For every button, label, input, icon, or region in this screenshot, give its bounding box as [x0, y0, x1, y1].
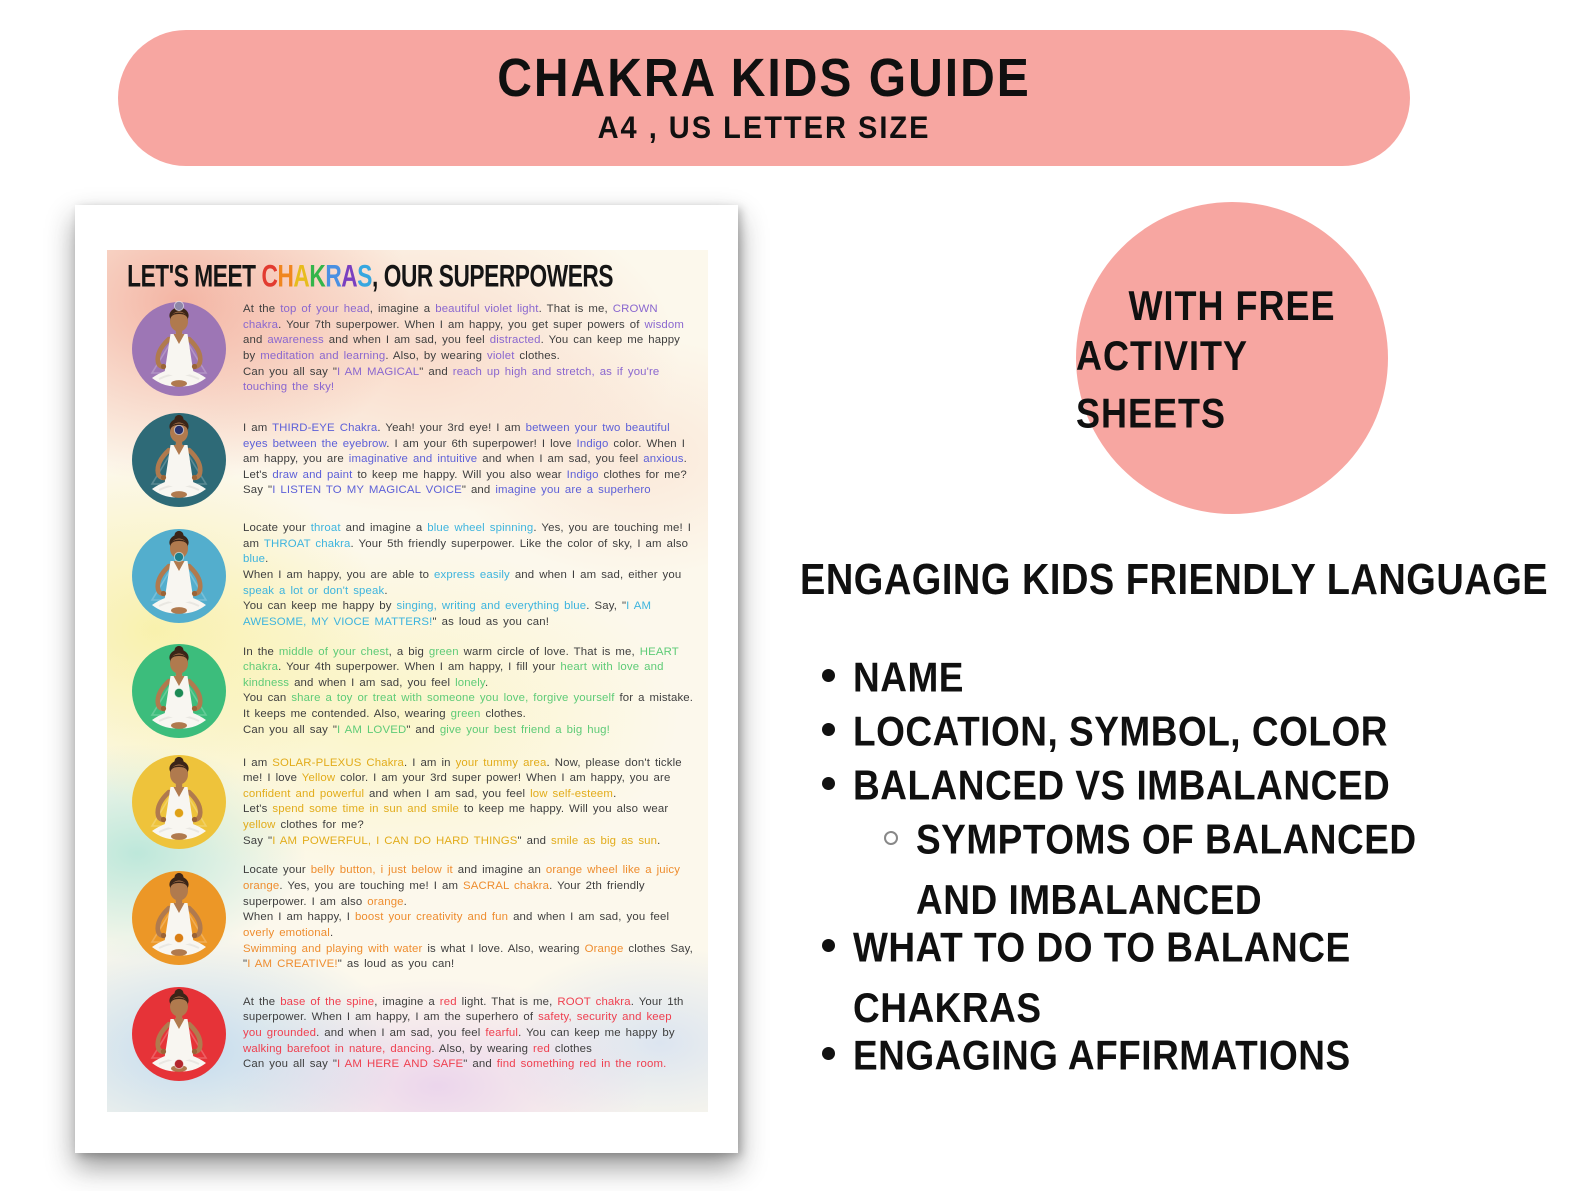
body-text: . You can keep me happy by [518, 1026, 675, 1039]
rainbow-letter: C [261, 258, 278, 294]
body-text: . [657, 834, 661, 847]
body-text: Let's [243, 468, 273, 481]
body-text: " and [461, 484, 496, 497]
body-text: color. I am your 3rd super power! When I am happy, you are [335, 772, 671, 785]
highlighted-phrase: wisdom [644, 318, 685, 331]
body-text: and [243, 334, 268, 347]
highlighted-phrase: orange wheel like a juicy orange [243, 864, 681, 892]
highlighted-phrase: lonely [455, 676, 485, 689]
highlighted-phrase: meditation and learning [260, 350, 386, 362]
body-text: . Say, " [586, 600, 627, 613]
body-text: and imagine a [340, 522, 428, 534]
rainbow-letter: H [277, 258, 294, 294]
chakra-row [129, 410, 694, 510]
chakra-row [129, 521, 694, 630]
body-text: . Your 5th friendly superpower. Like the color of sky, I am also [350, 537, 689, 550]
chakra-description-text [243, 995, 694, 1073]
body-text: , imagine a [374, 995, 440, 1008]
highlighted-phrase: CROWN chakra [243, 303, 658, 331]
feature-item [822, 702, 1522, 756]
highlighted-phrase: distracted [489, 334, 541, 347]
poster-title-rainbow-word [262, 258, 372, 293]
body-text: Can you all say " [243, 1058, 338, 1071]
highlighted-phrase: imaginative and intuitive [348, 453, 478, 466]
highlighted-phrase: express easily [434, 568, 510, 581]
feature-text: NAME [853, 654, 964, 701]
highlighted-phrase: base of the spine [280, 995, 375, 1008]
body-text: . and when I am sad, you feel [316, 1026, 486, 1039]
highlighted-phrase: I AM AWESOME, MY VIOCE MATTERS! [243, 600, 652, 628]
feature-text: SYMPTOMS OF BALANCED AND IMBALANCED [916, 816, 1417, 924]
chakra-description-text [243, 645, 694, 739]
title-banner [118, 30, 1410, 166]
body-text: for a mistake. It keeps me contended. Also, wearing [243, 692, 694, 720]
highlighted-phrase: Yellow [301, 772, 336, 785]
highlighted-phrase: Indigo [576, 437, 609, 450]
highlighted-phrase: SOLAR-PLEXUS Chakra [272, 756, 404, 769]
body-text: Let's [243, 803, 273, 816]
highlighted-phrase: safety, security and keep you grounded [243, 1011, 672, 1039]
body-text: At the [243, 303, 281, 316]
rainbow-letter: K [309, 258, 326, 294]
sacral-chakra-icon [129, 868, 229, 968]
rainbow-letter: A [293, 258, 310, 294]
body-text: " and [517, 834, 552, 847]
chakra-row [129, 752, 694, 852]
highlighted-phrase: reach up high and stretch, as if you're touching the sky! [243, 365, 660, 394]
highlighted-phrase: your tummy area [455, 756, 547, 769]
body-text: and when I am sad, you feel [289, 676, 456, 689]
highlighted-phrase: SACRAL chakra [463, 880, 550, 892]
body-text: . Your 1th superpower. When I am happy, I am the superhero of [243, 995, 684, 1024]
body-text: You can keep me happy by [243, 600, 397, 613]
feature-text: ENGAGING AFFIRMATIONS [853, 1032, 1351, 1079]
body-text: " and [406, 723, 440, 736]
features-heading: ENGAGING KIDS FRIENDLY LANGUAGE [800, 556, 1549, 605]
chakra-row [129, 984, 694, 1084]
poster-page-preview [75, 205, 738, 1153]
body-text: . Your 2th friendly superpower. I am also [243, 880, 645, 908]
body-text: . Your 7th superpower. When I am happy, you get super powers of [278, 318, 645, 331]
product-title: CHAKRA KIDS GUIDE [497, 48, 1031, 109]
poster-watercolor-background [107, 250, 708, 1112]
body-text: light. That is me, [456, 995, 558, 1008]
body-text: Can you all say " [243, 365, 338, 378]
body-text: When I am happy, I [243, 911, 355, 924]
body-text: clothes. [480, 708, 526, 720]
body-text: You can [243, 692, 292, 705]
feature-text: WHAT TO DO TO BALANCE CHAKRAS [853, 924, 1351, 1032]
body-text: , a big [388, 645, 429, 658]
body-text: clothes Say, " [243, 942, 693, 971]
poster-title [107, 246, 612, 294]
body-text: color. When I am happy, you are [243, 437, 686, 466]
body-text: I am [243, 421, 273, 434]
chakra-description-text [243, 863, 694, 972]
highlighted-phrase: blue wheel spinning [427, 522, 534, 534]
highlighted-phrase: low self-esteem [530, 787, 614, 800]
highlighted-phrase: singing, writing and everything blue [396, 600, 587, 613]
highlighted-phrase: orange [367, 895, 404, 908]
highlighted-phrase: Indigo [566, 468, 599, 481]
highlighted-phrase: smile as big as sun [551, 834, 658, 847]
body-text: " as loud as you can! [337, 958, 455, 971]
body-text: and when I am sad, you feel [364, 787, 531, 800]
body-text: warm circle of love. That is me, [458, 645, 640, 658]
highlighted-phrase: awareness [267, 334, 324, 347]
body-text: . Yeah! your 3rd eye! I am [377, 421, 526, 434]
feature-item [822, 918, 1522, 1032]
badge-line-2: ACTIVITY SHEETS [1076, 332, 1248, 437]
bullet-dot-icon [822, 723, 835, 736]
bullet-dot-icon [822, 939, 835, 952]
highlighted-phrase: give your best friend a big hug! [439, 723, 610, 736]
body-text: " as loud as you can! [432, 615, 550, 628]
chakra-row [129, 863, 694, 972]
highlighted-phrase: Swimming and playing with water [243, 942, 423, 955]
body-text: . [484, 676, 489, 689]
chakra-rows [107, 291, 708, 1084]
body-text: I am [243, 756, 273, 769]
chakra-description-text [243, 421, 694, 499]
body-text: clothes. [514, 350, 560, 362]
body-text: , imagine a [369, 303, 436, 316]
highlighted-phrase: yellow [243, 819, 276, 831]
highlighted-phrase: ROOT chakra [557, 995, 631, 1008]
feature-item [822, 756, 1522, 810]
body-text: . [613, 787, 617, 800]
highlighted-phrase: green [428, 645, 459, 658]
highlighted-phrase: fearful [485, 1026, 519, 1039]
body-text: Locate your [243, 522, 311, 534]
body-text: Can you all say " [243, 723, 338, 736]
highlighted-phrase: middle of your chest [278, 645, 389, 658]
body-text: Say " [243, 834, 273, 847]
highlighted-phrase: share a toy or treat with someone you love, forgive yourself [291, 692, 615, 705]
body-text: . Also, by wearing [385, 350, 488, 362]
body-text: . Now, please don't tickle me! I love [243, 756, 682, 785]
bullet-dot-icon [822, 669, 835, 682]
highlighted-phrase: beautiful violet light [435, 303, 539, 316]
body-text: . Your 4th superpower. When I am happy, I fill your [278, 661, 561, 674]
highlighted-phrase: I AM HERE AND SAFE [337, 1058, 464, 1071]
body-text: . [329, 926, 334, 939]
body-text: and when I am sad, you feel [477, 453, 644, 466]
highlighted-phrase: speak a lot or don't speak [243, 584, 385, 597]
hollow-bullet-icon [884, 831, 898, 845]
rainbow-letter: A [341, 258, 358, 294]
highlighted-phrase: violet [487, 350, 515, 362]
feature-text: BALANCED VS IMBALANCED [853, 762, 1391, 809]
chakra-row [129, 299, 694, 399]
body-text: to keep me happy. Will you also wear [352, 468, 567, 481]
feature-item [884, 810, 1522, 924]
body-text: is what I love. Also, wearing [422, 942, 585, 955]
body-text: and when I am sad, you feel [508, 911, 670, 924]
poster-title-prefix: LET'S MEET [127, 258, 262, 294]
body-text: . Yes, you are touching me! I am [243, 522, 692, 550]
root-chakra-icon [129, 984, 229, 1084]
highlighted-phrase: draw and paint [272, 468, 353, 481]
bullet-dot-icon [822, 777, 835, 790]
features-list [822, 648, 1522, 1080]
highlighted-phrase: boost your creativity and fun [354, 911, 509, 924]
highlighted-phrase: anxious [643, 453, 684, 466]
body-text: . [403, 895, 407, 908]
body-text: . You can keep me happy by [243, 334, 681, 362]
chakra-row [129, 641, 694, 741]
solar-plexus-chakra-icon [129, 752, 229, 852]
highlighted-phrase: HEART chakra [243, 645, 679, 674]
highlighted-phrase: top of your head [280, 303, 370, 316]
bullet-dot-icon [822, 1047, 835, 1060]
body-text: . That is me, [538, 303, 613, 316]
highlighted-phrase: throat [310, 522, 341, 534]
highlighted-phrase: overly emotional [243, 926, 330, 939]
rainbow-letter: S [357, 258, 372, 294]
highlighted-phrase: I LISTEN TO MY MAGICAL VOICE [272, 484, 462, 497]
body-text: . I am your 6th superpower! I love [386, 437, 577, 450]
highlighted-phrase: I AM POWERFUL, I CAN DO HARD THINGS [272, 834, 518, 847]
heart-chakra-icon [129, 641, 229, 741]
chakra-description-text [243, 756, 694, 850]
body-text: When I am happy, you are able to [243, 568, 435, 581]
body-text: . Yes, you are touching me! I am [279, 880, 464, 892]
highlighted-phrase: Orange [584, 942, 624, 955]
highlighted-phrase: I AM LOVED [337, 723, 407, 736]
highlighted-phrase: green [450, 708, 481, 720]
highlighted-phrase: find something red in the room. [496, 1058, 667, 1071]
product-size-subtitle: A4 , US LETTER SIZE [597, 110, 931, 146]
body-text: clothes for me? [275, 819, 364, 831]
body-text: . [384, 584, 388, 597]
highlighted-phrase: THROAT chakra [263, 537, 351, 550]
body-text: " and [419, 365, 453, 378]
crown-chakra-icon [129, 299, 229, 399]
highlighted-phrase: confident and powerful [243, 787, 365, 800]
rainbow-letter: R [325, 258, 342, 294]
body-text: . [265, 553, 269, 566]
throat-chakra-icon [129, 526, 229, 626]
body-text: and when I am sad, either you [509, 568, 682, 581]
body-text: to keep me happy. Will you also wear [459, 803, 669, 816]
body-text: At the [243, 995, 281, 1008]
highlighted-phrase: I AM CREATIVE! [247, 958, 338, 971]
feature-item [822, 1026, 1522, 1080]
feature-text: LOCATION, SYMBOL, COLOR [853, 708, 1388, 755]
highlighted-phrase: between your two beautiful eyes between the eyebrow [243, 421, 670, 450]
highlighted-phrase: belly button, i just below it [310, 864, 453, 877]
body-text: Locate your [243, 864, 311, 877]
third-eye-chakra-icon [129, 410, 229, 510]
chakra-description-text [243, 521, 694, 630]
feature-item [822, 648, 1522, 702]
highlighted-phrase: heart with love and kindness [243, 661, 664, 689]
poster-title-suffix: , OUR SUPERPOWERS [371, 258, 614, 294]
highlighted-phrase: I AM MAGICAL [337, 365, 420, 378]
body-text: . [683, 453, 687, 466]
body-text: clothes for me? [598, 468, 687, 481]
body-text: Say " [243, 484, 273, 497]
body-text: and imagine an [452, 864, 546, 877]
body-text: . Also, by wearing [431, 1042, 534, 1055]
chakra-description-text [243, 302, 694, 396]
body-text: and when I am sad, you feel [323, 334, 490, 347]
body-text: " and [463, 1058, 497, 1071]
free-activity-badge [1076, 202, 1388, 514]
highlighted-phrase: THIRD-EYE Chakra [272, 421, 378, 434]
highlighted-phrase: blue [243, 553, 266, 566]
highlighted-phrase: red [533, 1042, 550, 1055]
highlighted-phrase: imagine you are a superhero [495, 484, 651, 497]
badge-line-1: WITH FREE [1128, 281, 1336, 329]
body-text: In the [243, 645, 279, 658]
body-text: . I am in [403, 756, 456, 769]
highlighted-phrase: red [439, 995, 457, 1008]
body-text: clothes [549, 1042, 592, 1055]
highlighted-phrase: spend some time in sun and smile [272, 803, 459, 816]
highlighted-phrase: walking barefoot in nature, dancing [243, 1042, 432, 1055]
